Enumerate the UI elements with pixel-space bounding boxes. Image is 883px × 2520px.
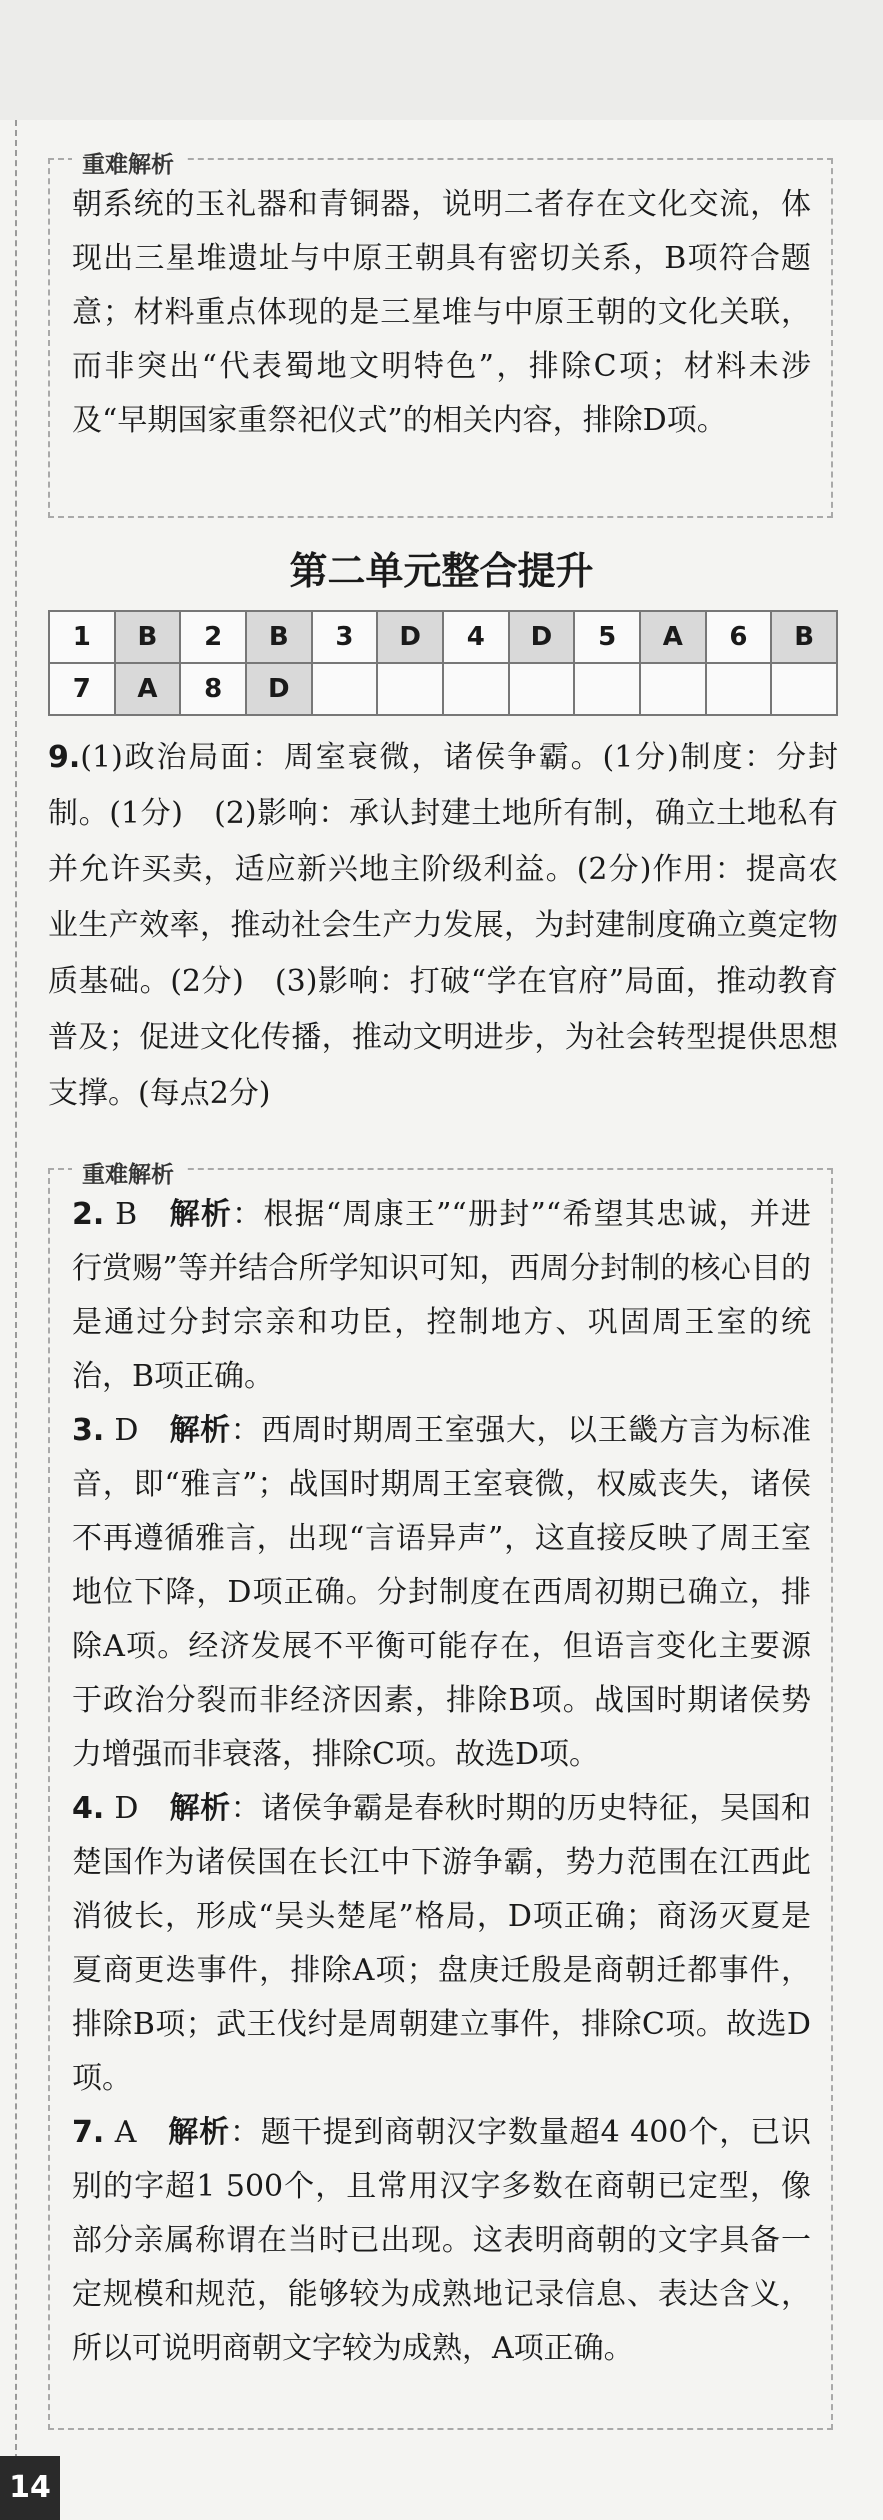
answer-cell: A [640,611,706,663]
question-number: 1 [49,611,115,663]
item-text: ：西周时期周王室强大，以王畿方言为标准音，即“雅言”；战国时期周王室衰微，权威丧失，诸侯不再遵循雅言，出现“言语异声”，这直接反映了周王室地位下降，D项正确。分封制度在西周初期已确立，排除A项。经济发展不平衡可能存在，但语言变化主要源于政治分裂而非经济因素，排除B项。战国时期诸侯势力增强而非衰落，排除C项。故选D项。 [72,1413,811,1772]
item-answer: D [114,1413,139,1448]
question-9 [48,730,838,1122]
analysis-box-label: 重难解析 [72,1156,184,1189]
empty-cell [706,663,772,715]
item-answer: D [114,1791,139,1826]
answer-cell: D [377,611,443,663]
table-row [49,663,837,715]
table-row [49,611,837,663]
answer-cell: B [771,611,837,663]
empty-cell [574,663,640,715]
question-number: 8 [180,663,246,715]
analysis-tag: 解析 [169,1197,233,1232]
unit-title: 第二单元整合提升 [289,549,594,593]
empty-cell [312,663,378,715]
item-number: 7. [72,2115,105,2150]
answer-cell: A [115,663,181,715]
empty-cell [377,663,443,715]
analysis-box-label: 重难解析 [72,146,184,179]
analysis-item [72,1188,811,1404]
analysis-tag: 解析 [169,1413,231,1448]
question-number: 5 [574,611,640,663]
item-answer: A [114,2115,137,2150]
answer-cell: B [246,611,312,663]
item-number: 2. [72,1197,105,1232]
page-top-band [0,0,883,120]
margin-line [15,120,17,2480]
empty-cell [509,663,575,715]
analysis-item [72,1782,811,2106]
question-number: 4 [443,611,509,663]
page-number: 14 [0,2456,60,2520]
answer-table [48,610,838,716]
empty-cell [771,663,837,715]
analysis-item [72,2106,811,2376]
answer-cell: D [246,663,312,715]
question-number: 2 [180,611,246,663]
answer-cell: D [509,611,575,663]
question-9-text: (1)政治局面：周室衰微，诸侯争霸。(1分)制度：分封制。(1分) (2)影响：承认封建土地所有制，确立土地私有并允许买卖，适应新兴地主阶级利益。(2分)作用：提高农业生产效率，推动社会生产力发展，为封建制度确立奠定物质基础。(2分) (3)影响：打破“学在官府”局面，推动教育普及；促进文化传播，推动文明进步，为社会转型提供思想支撑。(每点2分) [48,740,838,1111]
question-number: 6 [706,611,772,663]
item-text: ：根据“周康王”“册封”“希望其忠诚，并进行赏赐”等并结合所学知识可知，西周分封制的核心目的是通过分封宗亲和功臣，控制地方、巩固周王室的统治，B项正确。 [72,1197,812,1394]
item-text: ：题干提到商朝汉字数量超4 400个，已识别的字超1 500个，且常用汉字多数在商朝已定型，像部分亲属称谓在当时已出现。这表明商朝的文字具备一定规模和规范，能够较为成熟地记录信息、表达含义，所以可说明商朝文字较为成熟，A项正确。 [72,2115,812,2366]
analysis-text: 朝系统的玉礼器和青铜器，说明二者存在文化交流，体现出三星堆遗址与中原王朝具有密切关系，B项符合题意；材料重点体现的是三星堆与中原王朝的文化关联，而非突出“代表蜀地文明特色”，排除C项；材料未涉及“早期国家重祭祀仪式”的相关内容，排除D项。 [72,187,811,438]
analysis-item [72,1404,811,1782]
analysis-box-2 [48,1162,833,2430]
empty-cell [443,663,509,715]
item-answer: B [115,1197,138,1232]
question-number: 3 [312,611,378,663]
analysis-tag: 解析 [168,2115,230,2150]
answer-cell: B [115,611,181,663]
item-number: 4. [72,1791,105,1826]
item-text: ：诸侯争霸是春秋时期的历史特征，吴国和楚国作为诸侯国在长江中下游争霸，势力范围在江西此消彼长，形成“吴头楚尾”格局，D项正确；商汤灭夏是夏商更迭事件，排除A项；盘庚迁殷是商朝迁都事件，排除B项；武王伐纣是周朝建立事件，排除C项。故选D项。 [72,1791,811,2096]
question-number: 9. [48,740,81,775]
empty-cell [640,663,706,715]
question-number: 7 [49,663,115,715]
analysis-tag: 解析 [169,1791,231,1826]
analysis-box-1 [48,152,833,518]
item-number: 3. [72,1413,105,1448]
